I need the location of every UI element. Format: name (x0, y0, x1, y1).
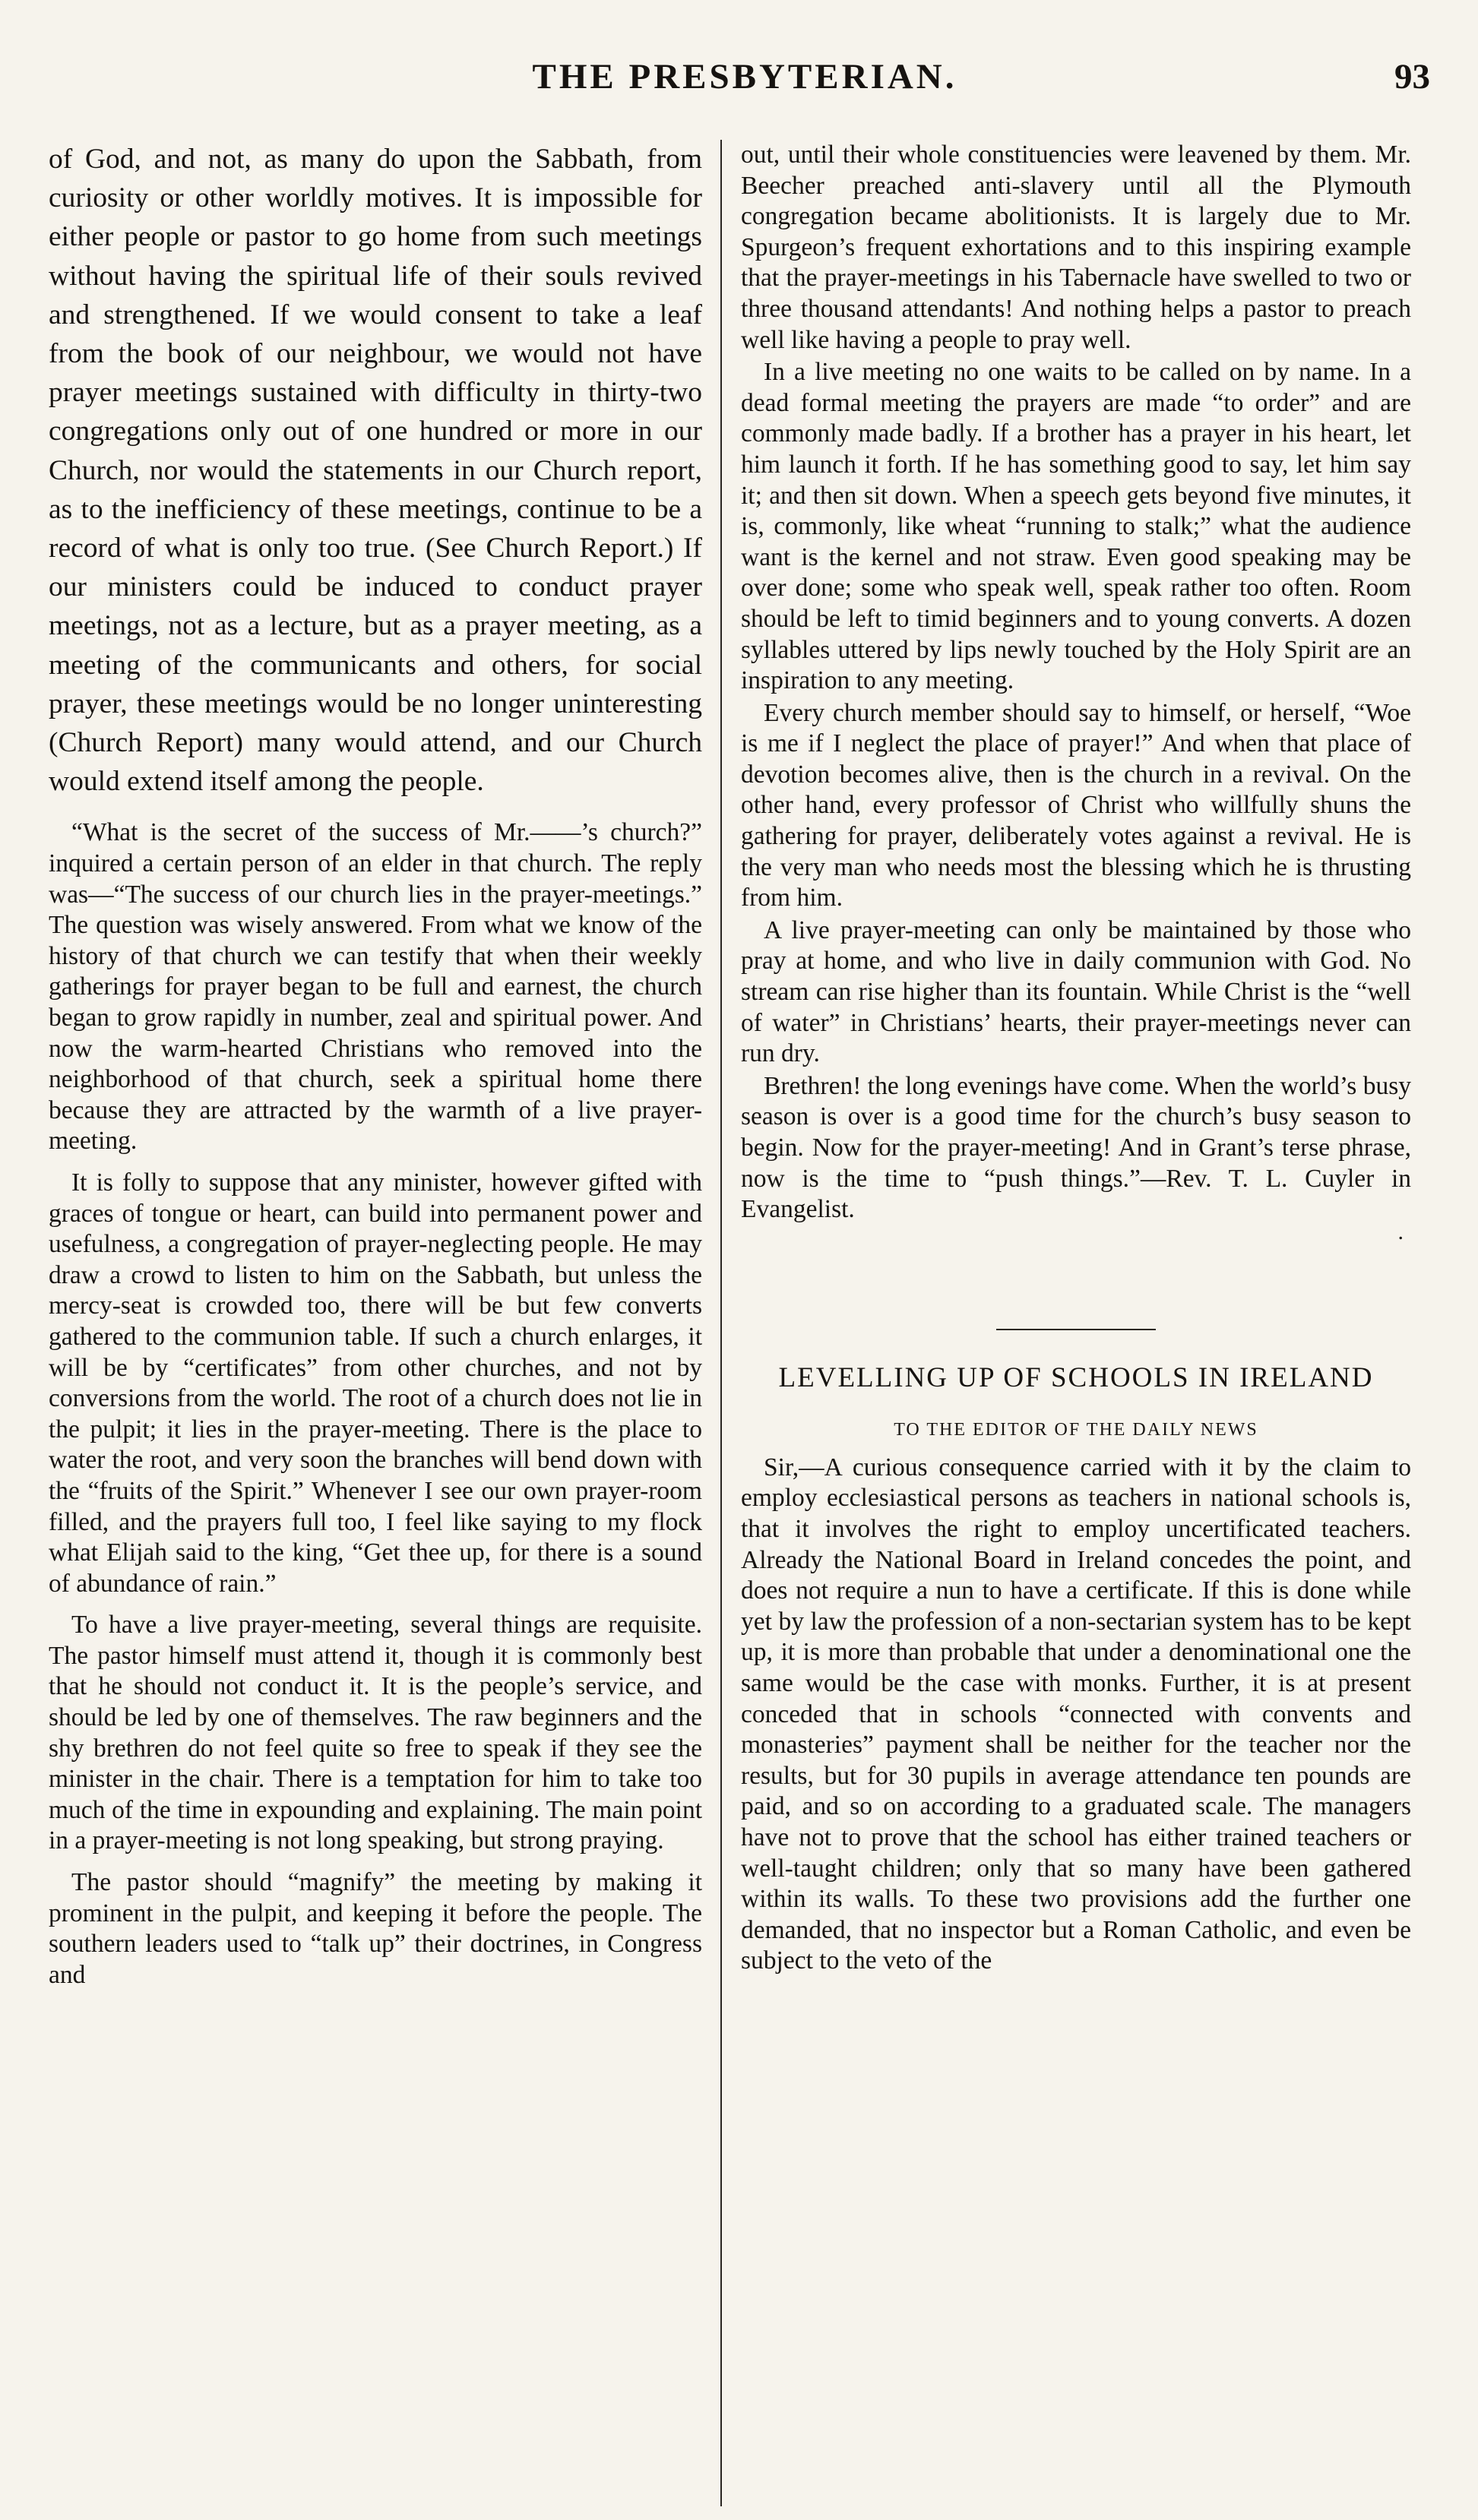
article-title: LEVELLING UP OF SCHOOLS IN IRELAND (778, 1361, 1374, 1393)
paragraph: Sir,—A curious consequence carried with it by the claim to employ ecclesiastical persons as teachers in national schools is, that it involves the right to employ uncertificated teachers. Already the National Board in Ireland concedes the point, and does not require a nun to have a certificate. If this is done while yet by law the profession of a non-sectarian system has to be kept up, it is more than probable that under a denominational one the same would be the case with monks. Further, it is at present conceded that in schools “connected with convents and monasteries” payment shall be neither for the teacher nor the results, but for 30 pupils in average attendance ten pounds are paid, and so on according to a graduated scale. The managers have not to prove that the school has either trained teachers or well-taught children; only that so many have been gathered within its walls. To these two provisions add the further one demanded, that no inspector but a Roman Catholic, and even be subject to the veto of the (741, 1453, 1411, 1975)
section-rule (996, 1329, 1156, 1330)
paragraph: “What is the secret of the success of Mr.——’s church?” inquired a certain person of an elder in that church. The reply was—“The success of our church lies in the prayer-meetings.” The question was wisely answered. From what we know of the history of that church we can testify that when their weekly gatherings for prayer began to be full and earnest, the church began to grow rapidly in number, zeal and spiritual power. And now the warm-hearted Christians who removed into the neighborhood of that church, seek a spiritual home there because they are attracted by the warmth of a live prayer-meeting. (49, 818, 702, 1156)
paragraph: To have a live prayer-meeting, several things are requisite. The pastor himself must attend it, though it is commonly best that he should not conduct it. It is the people’s service, and should be led by one of themselves. The raw beginners and the shy brethren do not feel quite so free to speak if they see the minister in the chair. There is a temptation for him to take too much of the time in expounding and explaining. The main point in a prayer-meeting is not long speaking, but strong praying. (49, 1611, 702, 1855)
paragraph: In a live meeting no one waits to be called on by name. In a dead formal meeting the prayers are made “to order” and are commonly made badly. If a brother has a prayer in his heart, let him launch it forth. If he has something good to say, let him say it; and then sit down. When a speech gets beyond five minutes, it is, commonly, like wheat “running to stalk;” what the audience want is the kernel and not straw. Even good speaking may be over done; some who speak well, speak rather too often. Room should be left to timid beginners and to young converts. A dozen syllables uttered by lips newly touched by the Holy Spirit are an inspiration to any meeting. (741, 358, 1411, 695)
page-number: 93 (1394, 57, 1430, 96)
paragraph: It is folly to suppose that any minister, however gifted with graces of tongue or heart, can build into permanent power and usefulness, a congregation of prayer-neglecting people. He may draw a crowd to listen to him on the Sabbath, but unless the mercy-seat is crowded too, there will be but few converts gathered to the communion table. If such a church enlarges, it will be by “certificates” from other churches, and not by conversions from the world. The root of a church does not lie in the pulpit; it lies in the prayer-meeting. There is the place to water the root, and very soon the branches will bend down with the “fruits of the Spirit.” Whenever I see our own prayer-room filled, and the prayers full too, I feel like saying to my flock what Elijah said to the king, “Get thee up, for there is a sound of abundance of rain.” (49, 1168, 702, 1598)
column-divider (720, 140, 722, 2506)
right-column (741, 140, 1411, 2510)
article-subhead: TO THE EDITOR OF THE DAILY NEWS (894, 1419, 1258, 1440)
paragraph: Every church member should say to himself, or herself, “Woe is me if I neglect the place of prayer!” And when that place of devotion becomes alive, then is the church in a revival. On the other hand, every professor of Christ who willfully shuns the gathering for prayer, deliberately votes against a revival. He is the very man who needs most the blessing which he is thrusting from him. (741, 698, 1411, 912)
paragraph: The pastor should “magnify” the meeting by making it prominent in the pulpit, and keeping it before the people. The southern leaders used to “talk up” their doctrines, in Congress and (49, 1868, 702, 1989)
running-title: THE PRESBYTERIAN. (532, 57, 957, 96)
signature-mark: . (1397, 1219, 1404, 1244)
paragraph: A live prayer-meeting can only be maintained by those who pray at home, and who live in daily communion with God. No stream can rise higher than its fountain. While Christ is the “well of water” in Christians’ hearts, their prayer-meetings never can run dry. (741, 915, 1411, 1068)
paragraph-continued: of God, and not, as many do upon the Sabbath, from curiosity or other worldly motives. It is impossible for either people or pastor to go home from such meetings without having the spiritual life of their souls revived and strengthened. If we would consent to take a leaf from the book of our neighbour, we would not have prayer meetings sustained with difficulty in thirty-two congregations only out of one hundred or more in our Church, nor would the statements in our Church report, as to the inefficiency of these meetings, continue to be a record of what is only too true. (See Church Report.) If our ministers could be induced to conduct prayer meetings, not as a lecture, but as a prayer meeting, as a meeting of the communicants and others, for social prayer, these meetings would be no longer uninteresting (Church Report) many would attend, and our Church would extend itself among the people. (49, 144, 702, 798)
paragraph-continued: out, until their whole constituencies were leavened by them. Mr. Beecher preached anti-slavery until all the Plymouth congregation became abolitionists. It is largely due to Mr. Spurgeon’s frequent exhortations and to this inspiring example that the prayer-meetings in his Tabernacle have swelled to two or three thousand attendants! And nothing helps a pastor to preach well like having a people to pray well. (741, 141, 1411, 354)
running-head (46, 56, 1444, 109)
left-column (49, 140, 702, 2503)
paragraph: Brethren! the long evenings have come. When the world’s busy season is over is a good time for the church’s busy season to begin. Now for the prayer-meeting! And in Grant’s terse phrase, now is the time to “push things.”—Rev. T. L. Cuyler in Evangelist. (741, 1071, 1411, 1224)
